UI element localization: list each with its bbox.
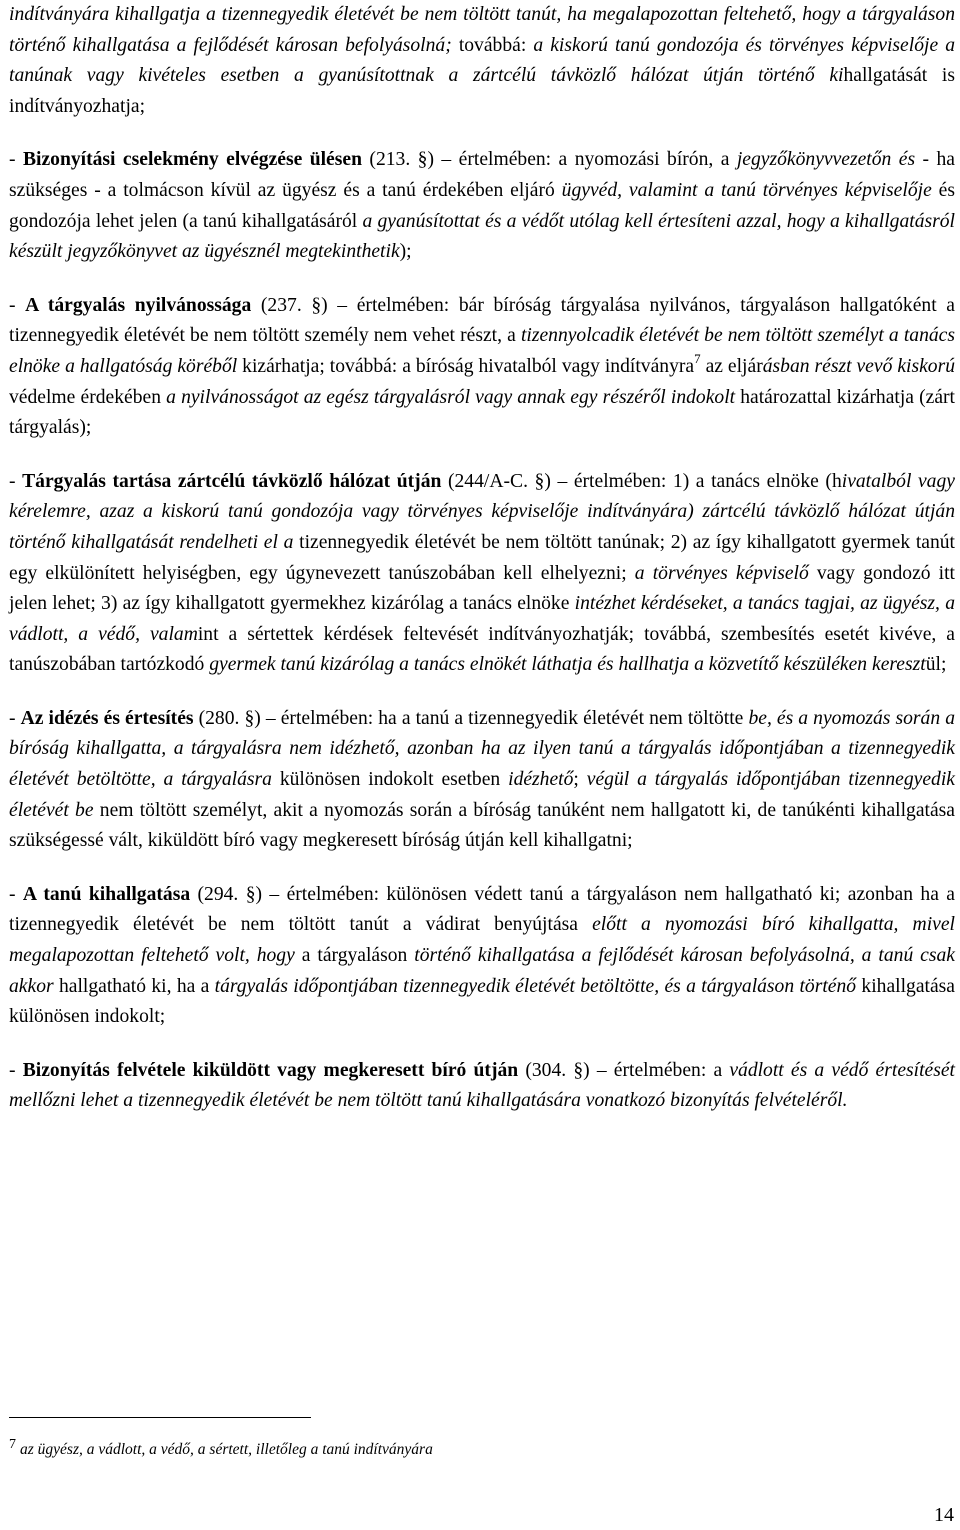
document-body — [9, 0, 955, 1117]
italic-text: tárgyalás időpontjában tizennegyedik életévét betöltötte, és a tárgyaláson történő — [214, 975, 857, 997]
body-text: hallgatható ki, ha a — [53, 975, 215, 997]
paragraph-213 — [9, 145, 955, 267]
italic-text: a gyanúsítottat és a védőt utólag kell értesíteni azzal, hogy a kihallgatásról készült jegyzőkönyvet az ügyésznél megtekinthetik — [9, 210, 956, 263]
italic-text: történő kihallgatása a fejlődését károsan befolyásolná, a tanú csak akkor — [9, 945, 955, 997]
italic-text: a nyilvánosságot az egész tárgyalásról vagy annak egy részéről indokolt — [166, 386, 736, 408]
body-text: nem töltött személyt, akit a nyomozás során a bíróság tanúként nem hallgatott ki, de tanúkénti kihallgatása szükségessé vált, kiküldött bíró vagy megkeresett bíróság útján kell kihallgatni; — [9, 799, 955, 852]
section-heading: A tanú kihallgatása — [22, 883, 191, 905]
body-text: (304. §) – értelmében: a — [518, 1059, 730, 1081]
section-heading: A tárgyalás nyilvánossága — [25, 294, 252, 316]
body-text: ); — [399, 241, 412, 263]
italic-text: feltehető, hogy a tárgyaláson történő kihallgatása a fejlődését károsan befolyásolná; — [9, 4, 955, 56]
body-text: a tárgyaláson — [294, 945, 415, 967]
body-text: és gondozója lehet jelen (a tanú kihallgatásáról — [9, 179, 955, 232]
body-text: ül; — [925, 654, 947, 676]
body-text: - — [9, 294, 26, 316]
italic-text: végül a tárgyalás időpontjában tizennegyedik életévét be — [9, 769, 955, 821]
italic-text: idézhető — [508, 769, 574, 791]
section-heading: Bizonyítás felvétele kiküldött vagy megkeresett bíró útján — [22, 1059, 519, 1081]
italic-text: előtt a nyomozási bíró kihallgatta, mivel megalapozottan feltehető volt, hogy — [9, 914, 955, 967]
italic-text: be, és a nyomozás során a bíróság kihallgatta, a tárgyalásra nem idézhető, azonban ha az ilyen tanú a tárgyalás időpontjában a tizennegyedik életévét betöltötte, a tárgyalásra — [9, 707, 955, 791]
footnote-ref: 7 — [694, 350, 701, 366]
body-text: határozattal kizárhatja (zárt tárgyalás); — [9, 386, 956, 439]
paragraph-294 — [9, 880, 955, 1033]
body-text: kizárhatja; továbbá: a bíróság hivatalból vagy indítványra — [237, 355, 695, 377]
italic-text: ivatalból vagy kérelemre, azaz a kiskorú tanú gondozója vagy törvényes képviselője indítványára) zártcélú távközlő hálózat útján történő kihallgatását rendelheti el a — [9, 470, 955, 553]
section-heading: Bizonyítási cselekmény elvégzése ülésen — [22, 149, 362, 171]
body-text: (280. §) – értelmében: ha a tanú a tizennegyedik életévét nem töltötte — [193, 707, 749, 729]
italic-text: a kiskorú tanú gondozója és törvényes képviselője a tanúnak vagy kivételes esetben a gyanúsítottnak a zártcélú távközlő hálózat útján történő ki — [9, 34, 955, 87]
footnote-separator — [9, 1417, 311, 1418]
body-text: int a sértettek kérdések feltevését indítványozhatják; továbbá, szembesítés esetét kivéve, a tanúszobában tartózkodó — [9, 623, 955, 676]
footnote-number: 7 — [9, 1437, 16, 1452]
body-text: kihallgatása különösen indokolt; — [9, 975, 956, 1028]
body-text: továbbá: — [451, 34, 534, 56]
section-heading: Tárgyalás tartása zártcélú távközlő hálózat útján — [22, 470, 442, 492]
body-text: - — [9, 883, 23, 905]
italic-text: ásban részt vevő kiskorú — [762, 355, 956, 377]
italic-text: ügyvéd, valamint a tanú törvényes képviselője — [561, 179, 932, 201]
body-text: az eljár — [700, 355, 763, 377]
page-number: 14 — [934, 1504, 954, 1526]
italic-text: indítványára kihallgatja a tizennegyedik életévét be nem töltött tanút, ha megalapozottan — [9, 4, 724, 25]
body-text: védelme érdekében — [9, 386, 167, 408]
italic-text: vádlott és a védő értesítését mellőzni lehet a tizennegyedik életévét be nem töltött tanú kihallgatására vonatkozó bizonyítás felvételéről. — [9, 1059, 955, 1112]
paragraph-237 — [9, 291, 955, 444]
paragraph-244 — [9, 467, 955, 681]
italic-text: tizennyolcadik életévét be nem töltött személyt a tanács elnöke a hallgatóság köréből — [9, 325, 955, 377]
body-text: vagy gondozó itt jelen lehet; 3) az így kihallgatott gyermekhez kizárólag a tanács elnöke — [9, 562, 955, 615]
body-text: (213. §) – értelmében: a nyomozási bírón, a — [361, 149, 737, 171]
body-text: - — [9, 470, 23, 492]
body-text: (244/A-C. §) – értelmében: 1) a tanács elnöke (h — [441, 470, 842, 492]
body-text: különösen indokolt esetben — [271, 769, 509, 791]
section-heading: Az idézés és értesítés — [20, 707, 194, 729]
paragraph-280 — [9, 704, 955, 857]
body-text: ; — [573, 769, 587, 791]
italic-text: a törvényes képviselő — [634, 562, 809, 584]
paragraph-intro — [9, 0, 955, 122]
body-text: tizennegyedik életévét be nem töltött tanúnak; 2) az így kihallgatott gyermek tanút egy elkülönített helyiségben, egy úgynevezett tanúszobában kell elhelyezni; — [9, 531, 955, 584]
italic-text: gyermek tanú kizárólag a tanács elnökét láthatja és hallhatja a közvetítő készüléken kereszt — [209, 654, 926, 676]
body-text: - — [9, 707, 21, 729]
italic-text: jegyzőkönyvvezetőn és — [736, 149, 916, 171]
body-text: hallgatását is indítványozhatja; — [9, 65, 955, 117]
footnote-text: az ügyész, a vádlott, a védő, a sértett, illetőleg a tanú indítványára — [20, 1441, 433, 1458]
body-text: (237. §) – értelmében: bár bíróság tárgyalása nyilvános, tárgyaláson hallgatóként a tizennegyedik életévét be nem töltött személy nem vehet részt, a — [9, 294, 955, 347]
body-text: - ha szükséges - a tolmácson kívül az ügyész és a tanú érdekében eljáró — [9, 149, 955, 201]
body-text: - — [9, 149, 23, 171]
body-text: (294. §) – értelmében: különösen védett tanú a tárgyaláson nem hallgatható ki; azonban ha a tizennegyedik életévét be nem töltött tanút a vádirat benyújtása — [9, 883, 955, 936]
footnote — [9, 1434, 433, 1461]
paragraph-304 — [9, 1056, 955, 1117]
body-text: - — [9, 1059, 23, 1081]
italic-text: intézhet kérdéseket, a tanács tagjai, az ügyész, a vádlott, a védő, valam — [9, 593, 955, 645]
